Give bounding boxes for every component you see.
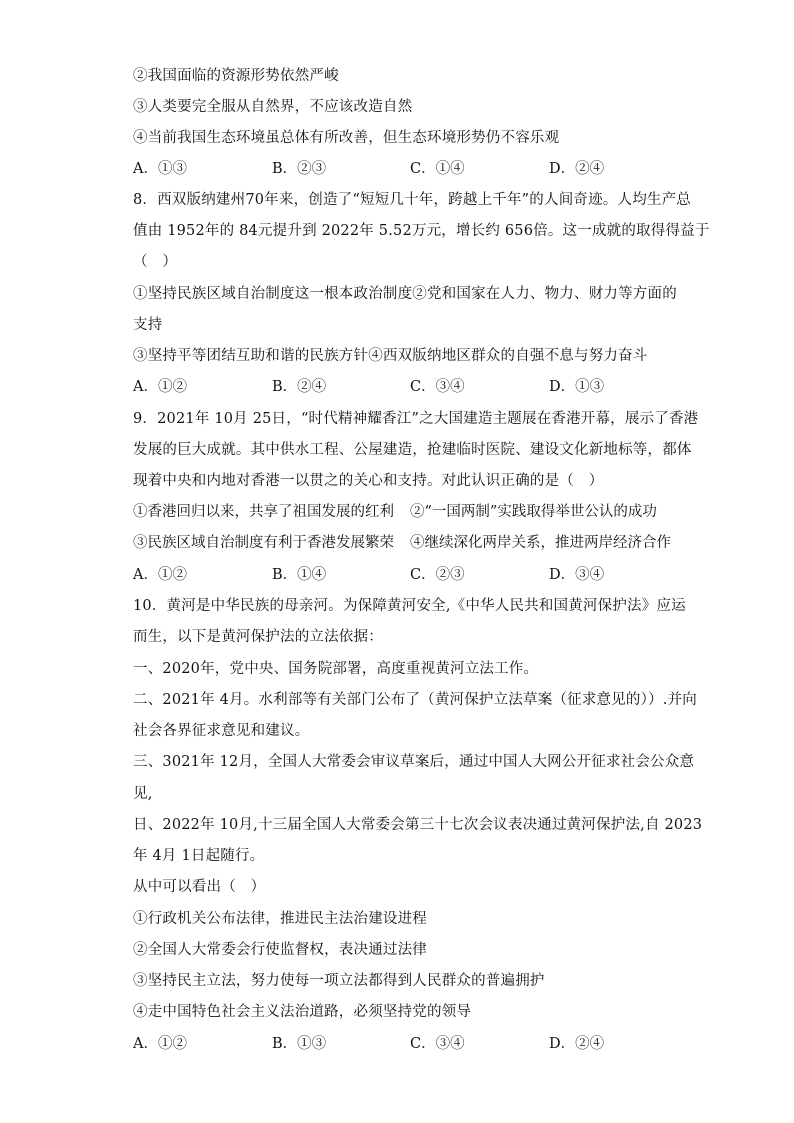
q9-option-b[interactable]: B．①④ [272, 567, 327, 583]
q10-statement-4: ④走中国特色社会主义法治道路，必须坚持党的领导 [133, 1004, 472, 1020]
q10-statement-3: ③坚持民主立法，努力使每一项立法都得到人民群众的普遍拥护 [133, 973, 545, 989]
q7-options [133, 159, 663, 179]
q10-option-a[interactable]: A．①② [133, 1036, 187, 1052]
q9-options [133, 565, 663, 585]
q10-question: 从中可以看出（ ） [133, 879, 266, 895]
q9-statements-1-2 [133, 502, 663, 522]
q8-statement-3-4: ③坚持平等团结互助和谐的民族方针④西双版纳地区群众的自强不息与努力奋斗 [133, 348, 648, 364]
q7-option-d[interactable]: D．②④ [549, 161, 605, 177]
q7-option-a[interactable]: A．①③ [133, 161, 187, 177]
q9-option-c[interactable]: C．②③ [410, 567, 465, 583]
q8-stem-line-3: （ ） [133, 254, 178, 270]
q9-option-d[interactable]: D．③④ [549, 567, 605, 583]
q7-statement-4: ④当前我国生态环境虽总体有所改善，但生态环境形势仍不容乐观 [133, 130, 560, 146]
q10-stem-line-2: 而生，以下是黄河保护法的立法依据： [133, 629, 383, 645]
q9-stem-line-1: 9．2021年 10月 25日，“时代精神耀香江”之大国建造主题展在香港开幕，展示了香港 [133, 411, 699, 427]
q7-option-b[interactable]: B．②③ [272, 161, 327, 177]
q10-stem-line-1: 10．黄河是中华民族的母亲河。为保障黄河安全,《中华人民共和国黄河保护法》应运 [133, 598, 686, 614]
q10-basis-item-3: 三、3021年 12月，全国人大常委会审议草案后，通过中国人大网公开征求社会公众意 [133, 754, 695, 770]
q8-options [133, 377, 663, 397]
q8-stem-line-1: 8．西双版纳建州70年来，创造了“短短几十年，跨越上千年”的人间奇迹。人均生产总 [133, 192, 691, 208]
q7-statement-3: ③人类要完全服从自然界，不应该改造自然 [133, 99, 413, 115]
q9-statements-3-4 [133, 533, 671, 553]
q8-option-c[interactable]: C．③④ [410, 379, 465, 395]
q8-stem-line-2: 值由 1952年的 84元提升到 2022年 5.52万元，增长约 656倍。这一成就的取得得益于 [133, 223, 710, 239]
q8-statement-1-2-cont: 支持 [133, 317, 163, 333]
q10-option-b[interactable]: B．①③ [272, 1036, 327, 1052]
q10-basis-item-4-cont: 年 4月 1日起随行。 [133, 848, 265, 864]
q10-basis-item-2-cont: 社会各界征求意见和建议。 [133, 723, 310, 739]
q10-options [133, 1034, 663, 1054]
q9-statement-1: ①香港回归以来，共享了祖国发展的红利 [133, 504, 394, 520]
q10-option-c[interactable]: C．③④ [410, 1036, 465, 1052]
q8-statement-1-2: ①坚持民族区域自治制度这一根本政治制度②党和国家在人力、物力、财力等方面的 [133, 286, 677, 302]
q9-statement-4: ④继续深化两岸关系，推进两岸经济合作 [410, 535, 671, 551]
q8-option-d[interactable]: D．①③ [549, 379, 605, 395]
q9-option-a[interactable]: A．①② [133, 567, 187, 583]
q8-option-a[interactable]: A．①② [133, 379, 187, 395]
q7-option-c[interactable]: C．①④ [410, 161, 465, 177]
q10-basis-item-4: 日、2022年 10月,十三届全国人大常委会第三十七次会议表决通过黄河保护法,自 2023 [133, 817, 703, 833]
q9-stem-line-2: 发展的巨大成就。其中供水工程、公屋建造，抢建临时医院、建设文化新地标等，都体 [133, 442, 692, 458]
q9-stem-line-3: 现着中央和内地对香港一以贯之的关心和支持。对此认识正确的是（ ） [133, 473, 604, 489]
q10-option-d[interactable]: D．②④ [549, 1036, 605, 1052]
q10-statement-2: ②全国人大常委会行使监督权，表决通过法律 [133, 942, 427, 958]
q9-statement-3: ③民族区域自治制度有利于香港发展繁荣 [133, 535, 394, 551]
q9-statement-2: ②“一国两制”实践取得举世公认的成功 [410, 504, 657, 520]
q10-basis-item-1: 一、2020年，党中央、国务院部署，高度重视黄河立法工作。 [133, 661, 539, 677]
q8-option-b[interactable]: B．②④ [272, 379, 327, 395]
q7-statement-2: ②我国面临的资源形势依然严峻 [133, 68, 339, 84]
q10-statement-1: ①行政机关公布法律，推进民主法治建设进程 [133, 911, 427, 927]
q10-basis-item-2: 二、2021年 4月。水利部等有关部门公布了（黄河保护立法草案（征求意见的））.并向 [133, 692, 697, 708]
q10-basis-item-3-cont: 见, [133, 786, 153, 802]
